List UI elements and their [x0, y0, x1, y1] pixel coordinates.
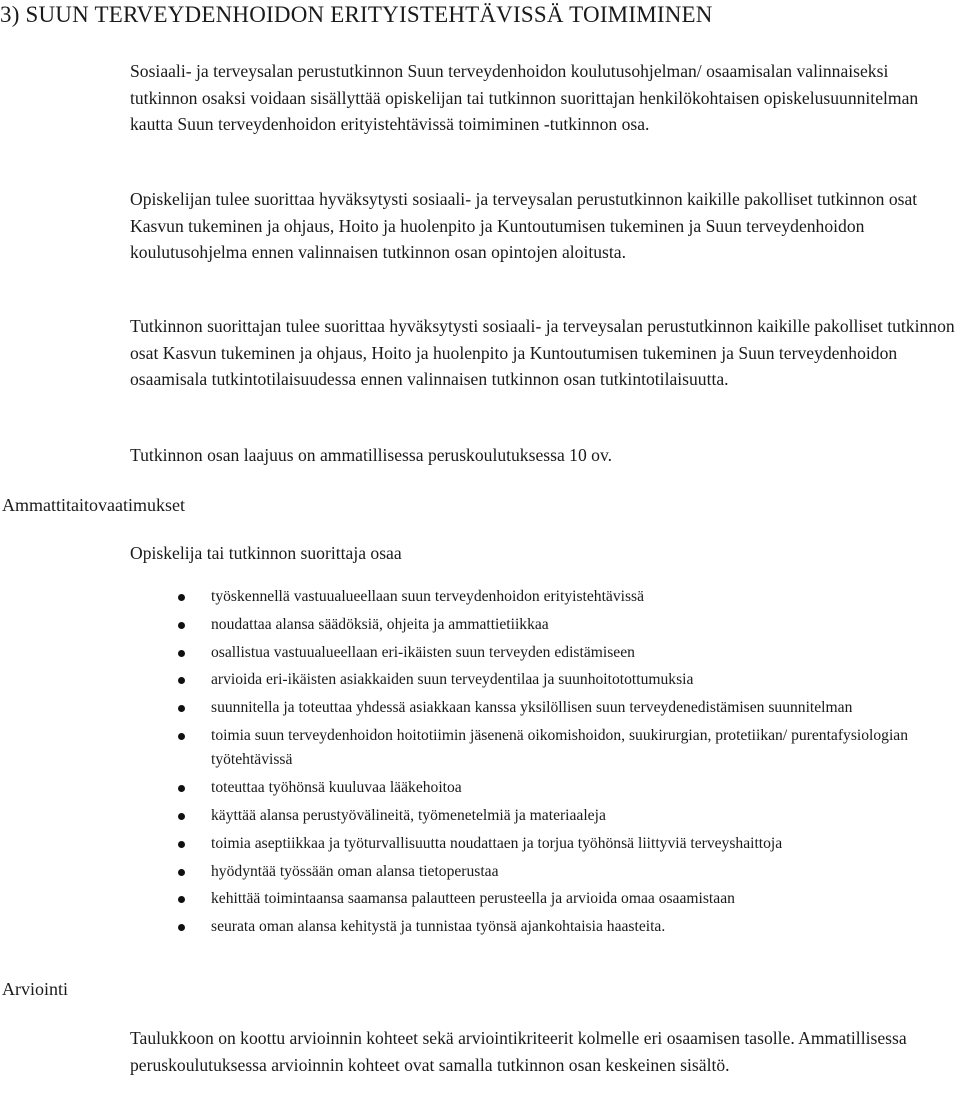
bullet-icon — [178, 705, 185, 712]
list-item-text: arvioida eri-ikäisten asiakkaiden suun terveydentilaa ja suunhoitotottumuksia — [211, 671, 694, 689]
bullet-icon — [178, 622, 185, 629]
bullet-icon — [178, 869, 185, 876]
list-item-text: toimia suun terveydenhoidon hoitotiimin jäsenenä oikomishoidon, suukirurgian, protetiikan/ purentafysiologian työtehtävissä — [211, 726, 908, 769]
list-item-text: hyödyntää työssään oman alansa tietoperustaa — [211, 862, 499, 880]
list-item — [178, 585, 960, 610]
list-item — [178, 641, 960, 666]
page-title: 3) SUUN TERVEYDENHOIDON ERITYISTEHTÄVISSÄ TOIMIMINEN — [0, 2, 713, 27]
list-item — [178, 668, 960, 693]
list-item-text: osallistua vastuualueellaan eri-ikäisten suun terveyden edistämiseen — [211, 643, 635, 661]
bullet-icon — [178, 813, 185, 820]
examinee-prerequisite-paragraph: Tutkinnon suorittajan tulee suorittaa hyväksytysti sosiaali- ja terveysalan perustutkinnon kaikille pakolliset tutkinnon osat Kasvun tukeminen ja ohjaus, Hoito ja huolenpito ja Kuntoutumisen tukeminen ja Suun terveydenhoidon osaamisala tutkintotilaisuudessa ennen valinnaisen tutkinnon osan tutkintotilaisuutta. — [130, 316, 955, 389]
skills-heading: Ammattitaitovaatimukset — [2, 495, 185, 515]
bullet-icon — [178, 677, 185, 684]
bullet-icon — [178, 924, 185, 931]
list-item-text: toteuttaa työhönsä kuuluvaa lääkehoitoa — [211, 779, 462, 797]
bullet-icon — [178, 896, 185, 903]
list-item — [178, 804, 960, 829]
bullet-icon — [178, 650, 185, 657]
bullet-icon — [178, 841, 185, 848]
list-item-text: toimia aseptiikkaa ja työturvallisuutta noudattaen ja torjua työhönsä liittyviä terveyshaittoja — [211, 834, 783, 852]
list-item-text: seurata oman alansa kehitystä ja tunnistaa työnsä ajankohtaisia haasteita. — [211, 918, 666, 936]
list-item — [178, 696, 960, 721]
list-item-text: suunnitella ja toteuttaa yhdessä asiakkaan kanssa yksilöllisen suun terveydenedistämisen suunnitelman — [211, 699, 853, 717]
bullet-icon — [178, 785, 185, 792]
list-item — [178, 613, 960, 638]
list-item-text: noudattaa alansa säädöksiä, ohjeita ja ammattietiikkaa — [211, 615, 549, 633]
list-item — [178, 724, 960, 773]
student-prerequisite-paragraph: Opiskelijan tulee suorittaa hyväksytysti sosiaali- ja terveysalan perustutkinnon kaikille pakolliset tutkinnon osat Kasvun tukeminen ja ohjaus, Hoito ja huolenpito ja Kuntoutumisen tukeminen ja Suun terveydenhoidon koulutusohjelma ennen valinnaisen tutkinnon osan opintojen aloitusta. — [130, 189, 918, 262]
list-item — [178, 860, 960, 885]
list-item — [178, 887, 960, 912]
list-item-text: käyttää alansa perustyövälineitä, työmenetelmiä ja materiaaleja — [211, 807, 606, 825]
bullet-icon — [178, 733, 185, 740]
list-item-text: kehittää toimintaansa saamansa palautteen perusteella ja arvioida omaa osaamistaan — [211, 890, 735, 908]
list-item — [178, 832, 960, 857]
assessment-paragraph: Taulukkoon on koottu arvioinnin kohteet sekä arviointikriteerit kolmelle eri osaamisen tasolle. Ammatillisessa peruskoulutuksessa arvioinnin kohteet ovat samalla tutkinnon osan keskeinen sisältö. — [130, 1028, 907, 1075]
assessment-heading: Arviointi — [2, 979, 68, 999]
scope-paragraph: Tutkinnon osan laajuus on ammatillisessa peruskoulutuksessa 10 ov. — [130, 445, 613, 465]
list-item — [178, 776, 960, 801]
intro-paragraph: Sosiaali- ja terveysalan perustutkinnon Suun terveydenhoidon koulutusohjelman/ osaamisalan valinnaiseksi tutkinnon osaksi voidaan sisällyttää opiskelijan tai tutkinnon suorittajan henkilökohtaisen opiskelusuunnitelman kautta Suun terveydenhoidon erityistehtävissä toimiminen -tutkinnon osa. — [130, 61, 919, 134]
bullet-icon — [178, 594, 185, 601]
skills-intro: Opiskelija tai tutkinnon suorittaja osaa — [130, 543, 402, 563]
list-item — [178, 915, 960, 940]
skills-list — [178, 585, 960, 943]
list-item-text: työskennellä vastuualueellaan suun terveydenhoidon erityistehtävissä — [211, 588, 645, 605]
